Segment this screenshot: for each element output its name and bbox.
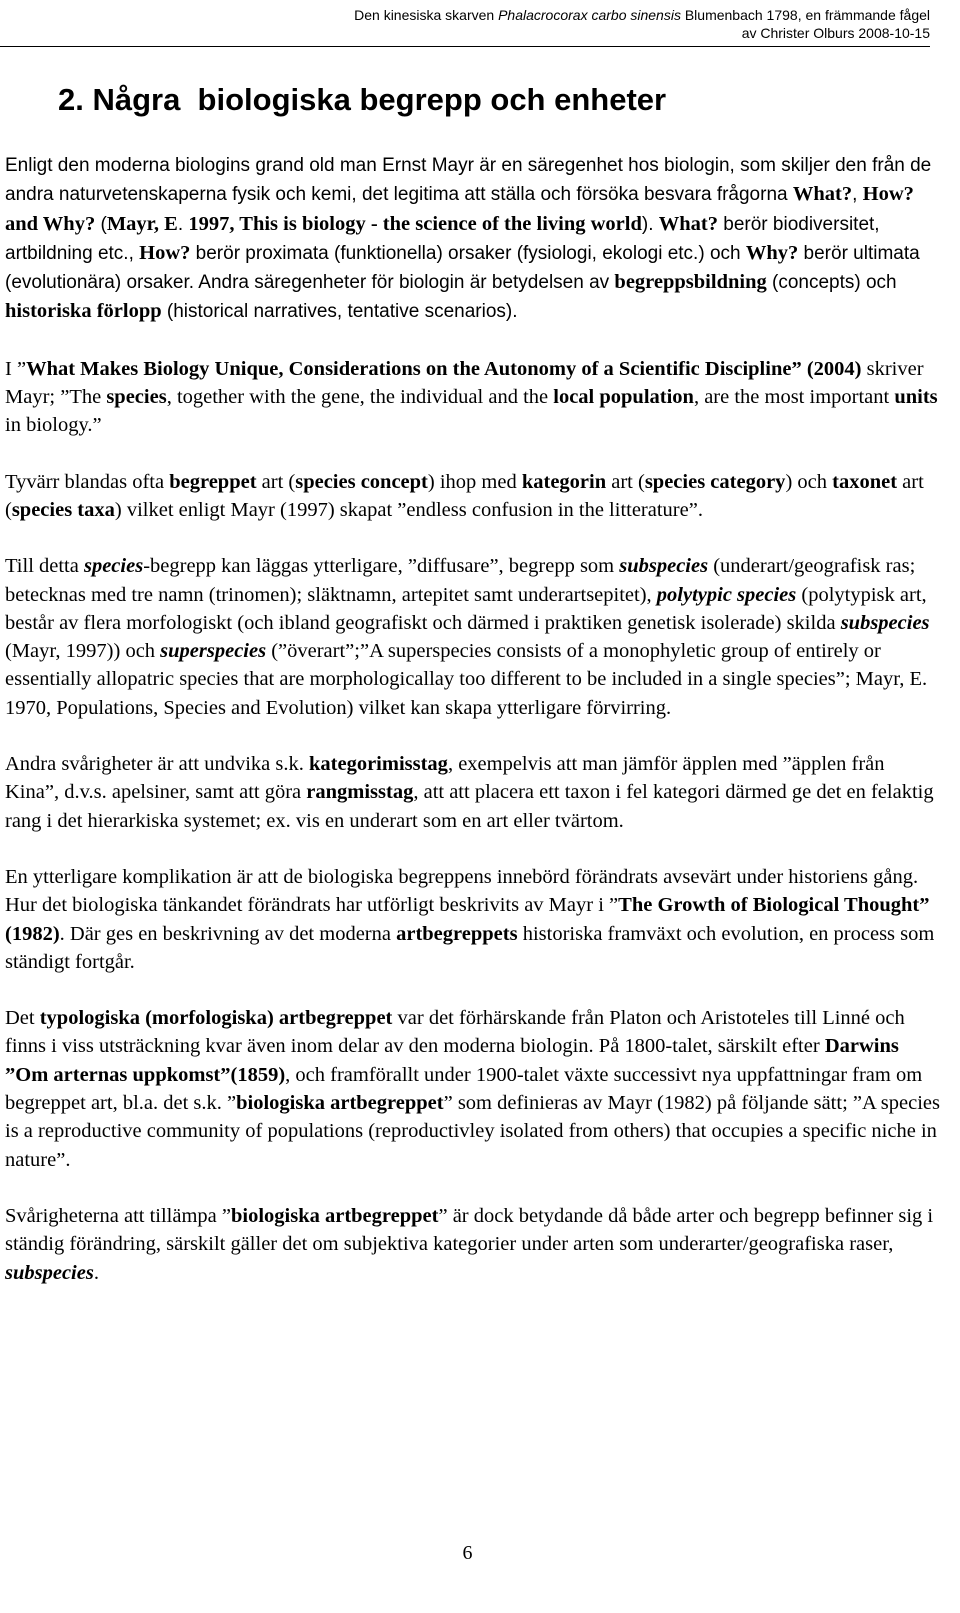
paragraph-6: En ytterligare komplikation är att de biologiska begreppens innebörd förändrats avsevärt under historiens gång. Hur det biologiska tänkandet förändrats har utförligt beskrivits av Mayr i ”The Growth of Biological Thought” (1982). Där ges en beskrivning av det moderna artbegreppets historiska framväxt och evolution, en process som ständigt fortgår.: [5, 865, 935, 973]
section-title: 2. Några biologiska begrepp och enheter: [58, 82, 667, 117]
paragraph-7: Det typologiska (morfologiska) artbegreppet var det förhärskande från Platon och Aristoteles till Linné och finns i viss utsträckning kvar även inom delar av den moderna biologin. På 1800-talet, särskilt efter Darwins ”Om arternas uppkomst”(1859), och framförallt under 1900-talet växte successivt nya uppfattningar fram om begreppet art, bl.a. det s.k. ”biologiska artbegreppet” som definieras av Mayr (1982) på följande sätt; ”A species is a reproductive community of populations (reproductivley isolated from others) that occupies a specific niche in nature”.: [5, 1007, 940, 1171]
paragraph-8: Svårigheterna att tillämpa ”biologiska artbegreppet” är dock betydande då både arter och begrepp befinner sig i ständig förändring, särskilt gäller det om subjektiva kategorier under arten som underarter/geografiska raser, subspecies.: [5, 1204, 934, 1284]
paragraph-2: I ”What Makes Biology Unique, Considerations on the Autonomy of a Scientific Discipline” (2004) skriver Mayr; ”The species, together with the gene, the individual and the local population, are the most important units in biology.”: [5, 357, 938, 437]
header-divider: [0, 46, 930, 47]
paragraph-5: Andra svårigheter är att undvika s.k. kategorimisstag, exempelvis att man jämför äpplen med ”äpplen från Kina”, d.v.s. apelsiner, samt att göra rangmisstag, att att placera ett taxon i fel kategori därmed ge det en felaktig rang i det hierarkiska systemet; ex. vis en underart som en art eller tvärtom.: [5, 753, 934, 832]
body-text: [5, 152, 940, 1315]
page-number: 6: [462, 1542, 473, 1564]
paragraph-3: Tyvärr blandas ofta begreppet art (species concept) ihop med kategorin art (species category) och taxonet art (species taxa) vilket enligt Mayr (1997) skapat ”endless confusion in the litterature”.: [5, 470, 924, 521]
running-header: [210, 6, 930, 42]
paragraph-4: Till detta species-begrepp kan läggas ytterligare, ”diffusare”, begrepp som subspecies (underart/geografisk ras; betecknas med tre namn (trinomen); släktnamn, artepitet samt underartsepitet), polytypic species (polytypisk art, består av flera morfologiskt (och ibland geografiskt och därmed i praktiken genetisk isolerade) skilda subspecies (Mayr, 1997)) och superspecies (”överart”;”A superspecies consists of a monophyletic group of entirely or essentially allopatric species that are morphologicallay too different to be included in a single species”; Mayr, E. 1970, Populations, Species and Evolution) vilket kan skapa ytterligare förvirring.: [5, 555, 930, 719]
header-line-2: av Christer Olburs 2008-10-15: [741, 25, 930, 41]
header-line-1: Den kinesiska skarven Phalacrocorax carbo sinensis Blumenbach 1798, en främmande fågel: [354, 7, 930, 23]
paragraph-1: Enligt den moderna biologins grand old man Ernst Mayr är en säregenhet hos biologin, som skiljer den från de andra naturvetenskaperna fysik och kemi, det legitima att ställa och försöka besvara frågorna What?, How? and Why? (Mayr, E. 1997, This is biology - the science of the living world). What? berör biodiversitet, artbildning etc., How? berör proximata (funktionella) orsaker (fysiologi, ekologi etc.) och Why? berör ultimata (evolutionära) orsaker. Andra säregenheter för biologin är betydelsen av begreppsbildning (concepts) och historiska förlopp (historical narratives, tentative scenarios).: [5, 155, 932, 323]
